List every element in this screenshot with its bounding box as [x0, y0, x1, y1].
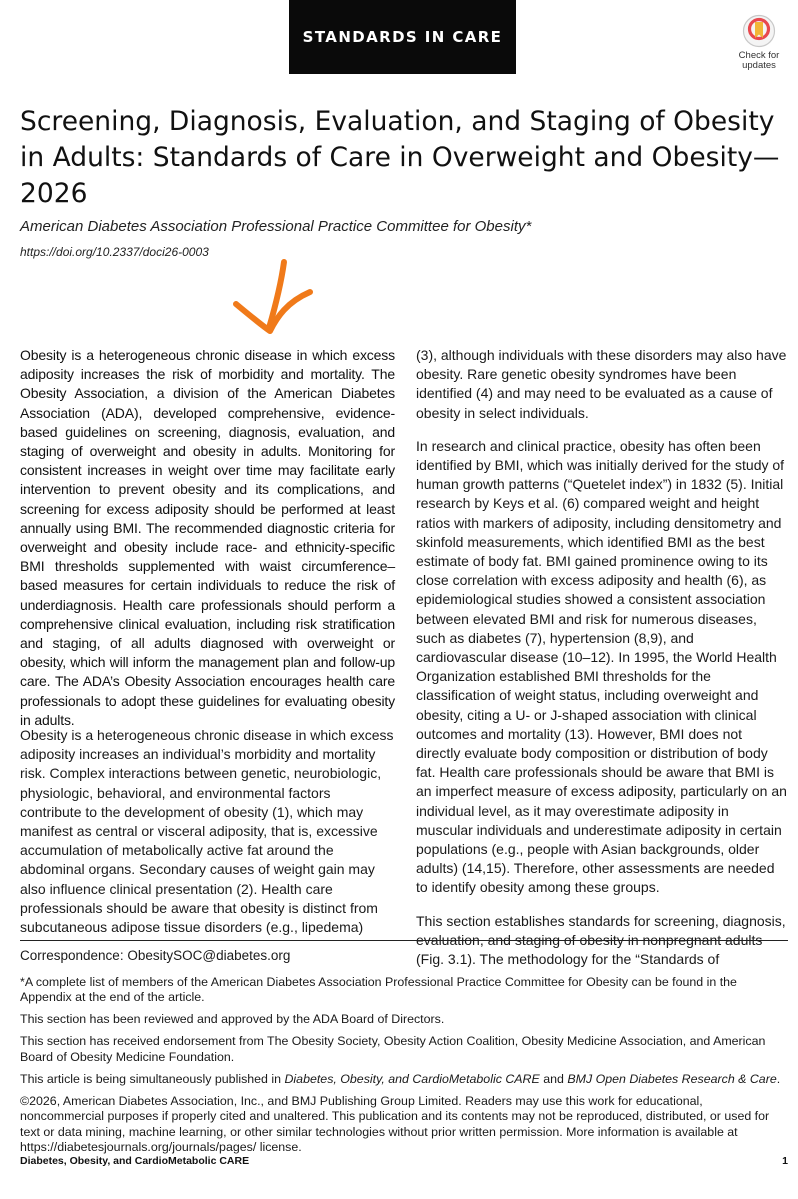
check-for-updates-badge[interactable] [733, 14, 785, 72]
copyright-note: ©2026, American Diabetes Association, Inc., and BMJ Publishing Group Limited. Readers may use this work for educational, noncommercial purposes if properly cited and unaltered. This publication and its contents may not be reproduced, distributed, or used for text or data mining, machine learning, or other similar technologies without prior written permission. More information is available at https://diabetesjournals.org/journals/pages/ license. [20, 1093, 770, 1154]
body-paragraph: This section establishes standards for screening, diagnosis, evaluation, and staging of obesity in nonpregnant adults (Fig. 3.1). The methodology for the “Standards of [416, 912, 786, 968]
article-authors: American Diabetes Association Professional Practice Committee for Obesity* [20, 218, 532, 235]
down-arrow-icon [224, 252, 319, 337]
article-title: Screening, Diagnosis, Evaluation, and Staging of Obesity in Adults: Standards of Care in Overweight and Obesity—2026 [20, 106, 780, 209]
endorsement-note: This section has received endorsement from The Obesity Society, Obesity Action Coalition, Obesity Medicine Association, and American Board of Obesity Medicine Foundation. [20, 1034, 766, 1064]
abstract [20, 346, 395, 730]
page-footer [20, 1155, 788, 1167]
footer-journal-name: Diabetes, Obesity, and CardioMetabolic CARE [20, 1155, 250, 1167]
correspondence-email-link[interactable]: ObesitySOC@diabetes.org [127, 948, 291, 963]
page-number: 1 [782, 1155, 788, 1167]
section-banner-label: STANDARDS IN CARE [302, 28, 503, 46]
publication-note: This article is being simultaneously published in Diabetes, Obesity, and CardioMetabolic CARE and BMJ Open Diabetes Research & Care. [20, 1071, 781, 1086]
footnotes [20, 948, 788, 1162]
journal-name: Diabetes, Obesity, and CardioMetabolic CARE [284, 1071, 540, 1086]
check-for-updates-icon [742, 14, 776, 48]
doi-link[interactable]: https://doi.org/10.2337/doci26-0003 [20, 245, 209, 259]
intro-column [20, 726, 395, 937]
footnote-divider [20, 940, 788, 941]
body-paragraph: In research and clinical practice, obesity has often been identified by BMI, which was initially derived for the study of human growth patterns (“Quetelet index”) in 1832 (5). Initial research by Keys et al. (6) compared weight and height ratios with markers of adiposity, including densitometry and skinfold measurements, which identified BMI as the best estimate of body fat. BMI gained prominence owing to its close correlation with excess adiposity and health (6), as epidemiological studies showed a consistent association between elevated BMI and risk for numerous diseases, such as diabetes (7), hypertension (8,9), and cardiovascular disease (10–12). In 1995, the World Health Organization established BMI thresholds for the classification of weight status, including overweight and obesity, citing a U- or J-shaped association with clinical outcomes and mortality (13). However, BMI does not directly evaluate body composition or distribution of body fat. Health care professionals should be aware that BMI is an imperfect measure of excess adiposity, particularly on an individual level, as it may overestimate adiposity in muscular individuals and underestimate adiposity in certain populations (e.g., people with Asian backgrounds, older adults) (14,15). Therefore, other assessments are needed to identify obesity among these groups. [416, 437, 787, 896]
members-note: *A complete list of members of the American Diabetes Association Professional Practice Committee for Obesity can be found in the Appendix at the end of the article. [20, 974, 737, 1004]
journal-name: BMJ Open Diabetes Research & Care [567, 1071, 777, 1086]
right-column [416, 346, 787, 969]
abstract-text: Obesity is a heterogeneous chronic disease in which excess adiposity increases the risk of morbidity and mortality. The Obesity Association, a division of the American Diabetes Association (ADA), developed comprehensive, evidence-based guidelines on screening, diagnosis, evaluation, and staging of overweight and obesity in adults. Monitoring for consistent increases in weight over time may facilitate early intervention to prevent obesity and its complications, and screening for excess adiposity should be performed at least annually using BMI. The recommended diagnostic criteria for overweight and obesity include race- and ethnicity-specific BMI thresholds supplemented with waist circumference–based measures for certain individuals to reduce the risk of underdiagnosis. Health care professionals should perform a comprehensive clinical evaluation, including risk stratification and staging, of all adults diagnosed with overweight or obesity, which will inform the management plan and follow-up care. The ADA’s Obesity Association encourages health care professionals to adopt these guidelines for evaluating obesity in adults. [20, 347, 395, 728]
section-banner [289, 0, 516, 74]
correspondence-label: Correspondence: [20, 948, 124, 963]
check-for-updates-label: Check for updates [738, 50, 780, 71]
body-paragraph: Obesity is a heterogeneous chronic disease in which excess adiposity increases an individual’s morbidity and mortality risk. Complex interactions between genetic, neurobiologic, physiologic, behavioral, and environmental factors contribute to the development of obesity (1), which may manifest as central or visceral adiposity, that is, excessive accumulation of metabolically active fat around the abdominal organs. Secondary causes of weight gain may also influence clinical presentation (2). Health care professionals should be aware that obesity is distinct from subcutaneous adipose tissue disorders (e.g., lipedema) [20, 727, 394, 936]
correspondence-line [20, 948, 788, 964]
review-note: This section has been reviewed and approved by the ADA Board of Directors. [20, 1012, 445, 1026]
body-paragraph: (3), although individuals with these disorders may also have obesity. Rare genetic obesity syndromes have been identified (4) and may need to be evaluated as a cause of obesity in select individuals. [416, 347, 787, 421]
